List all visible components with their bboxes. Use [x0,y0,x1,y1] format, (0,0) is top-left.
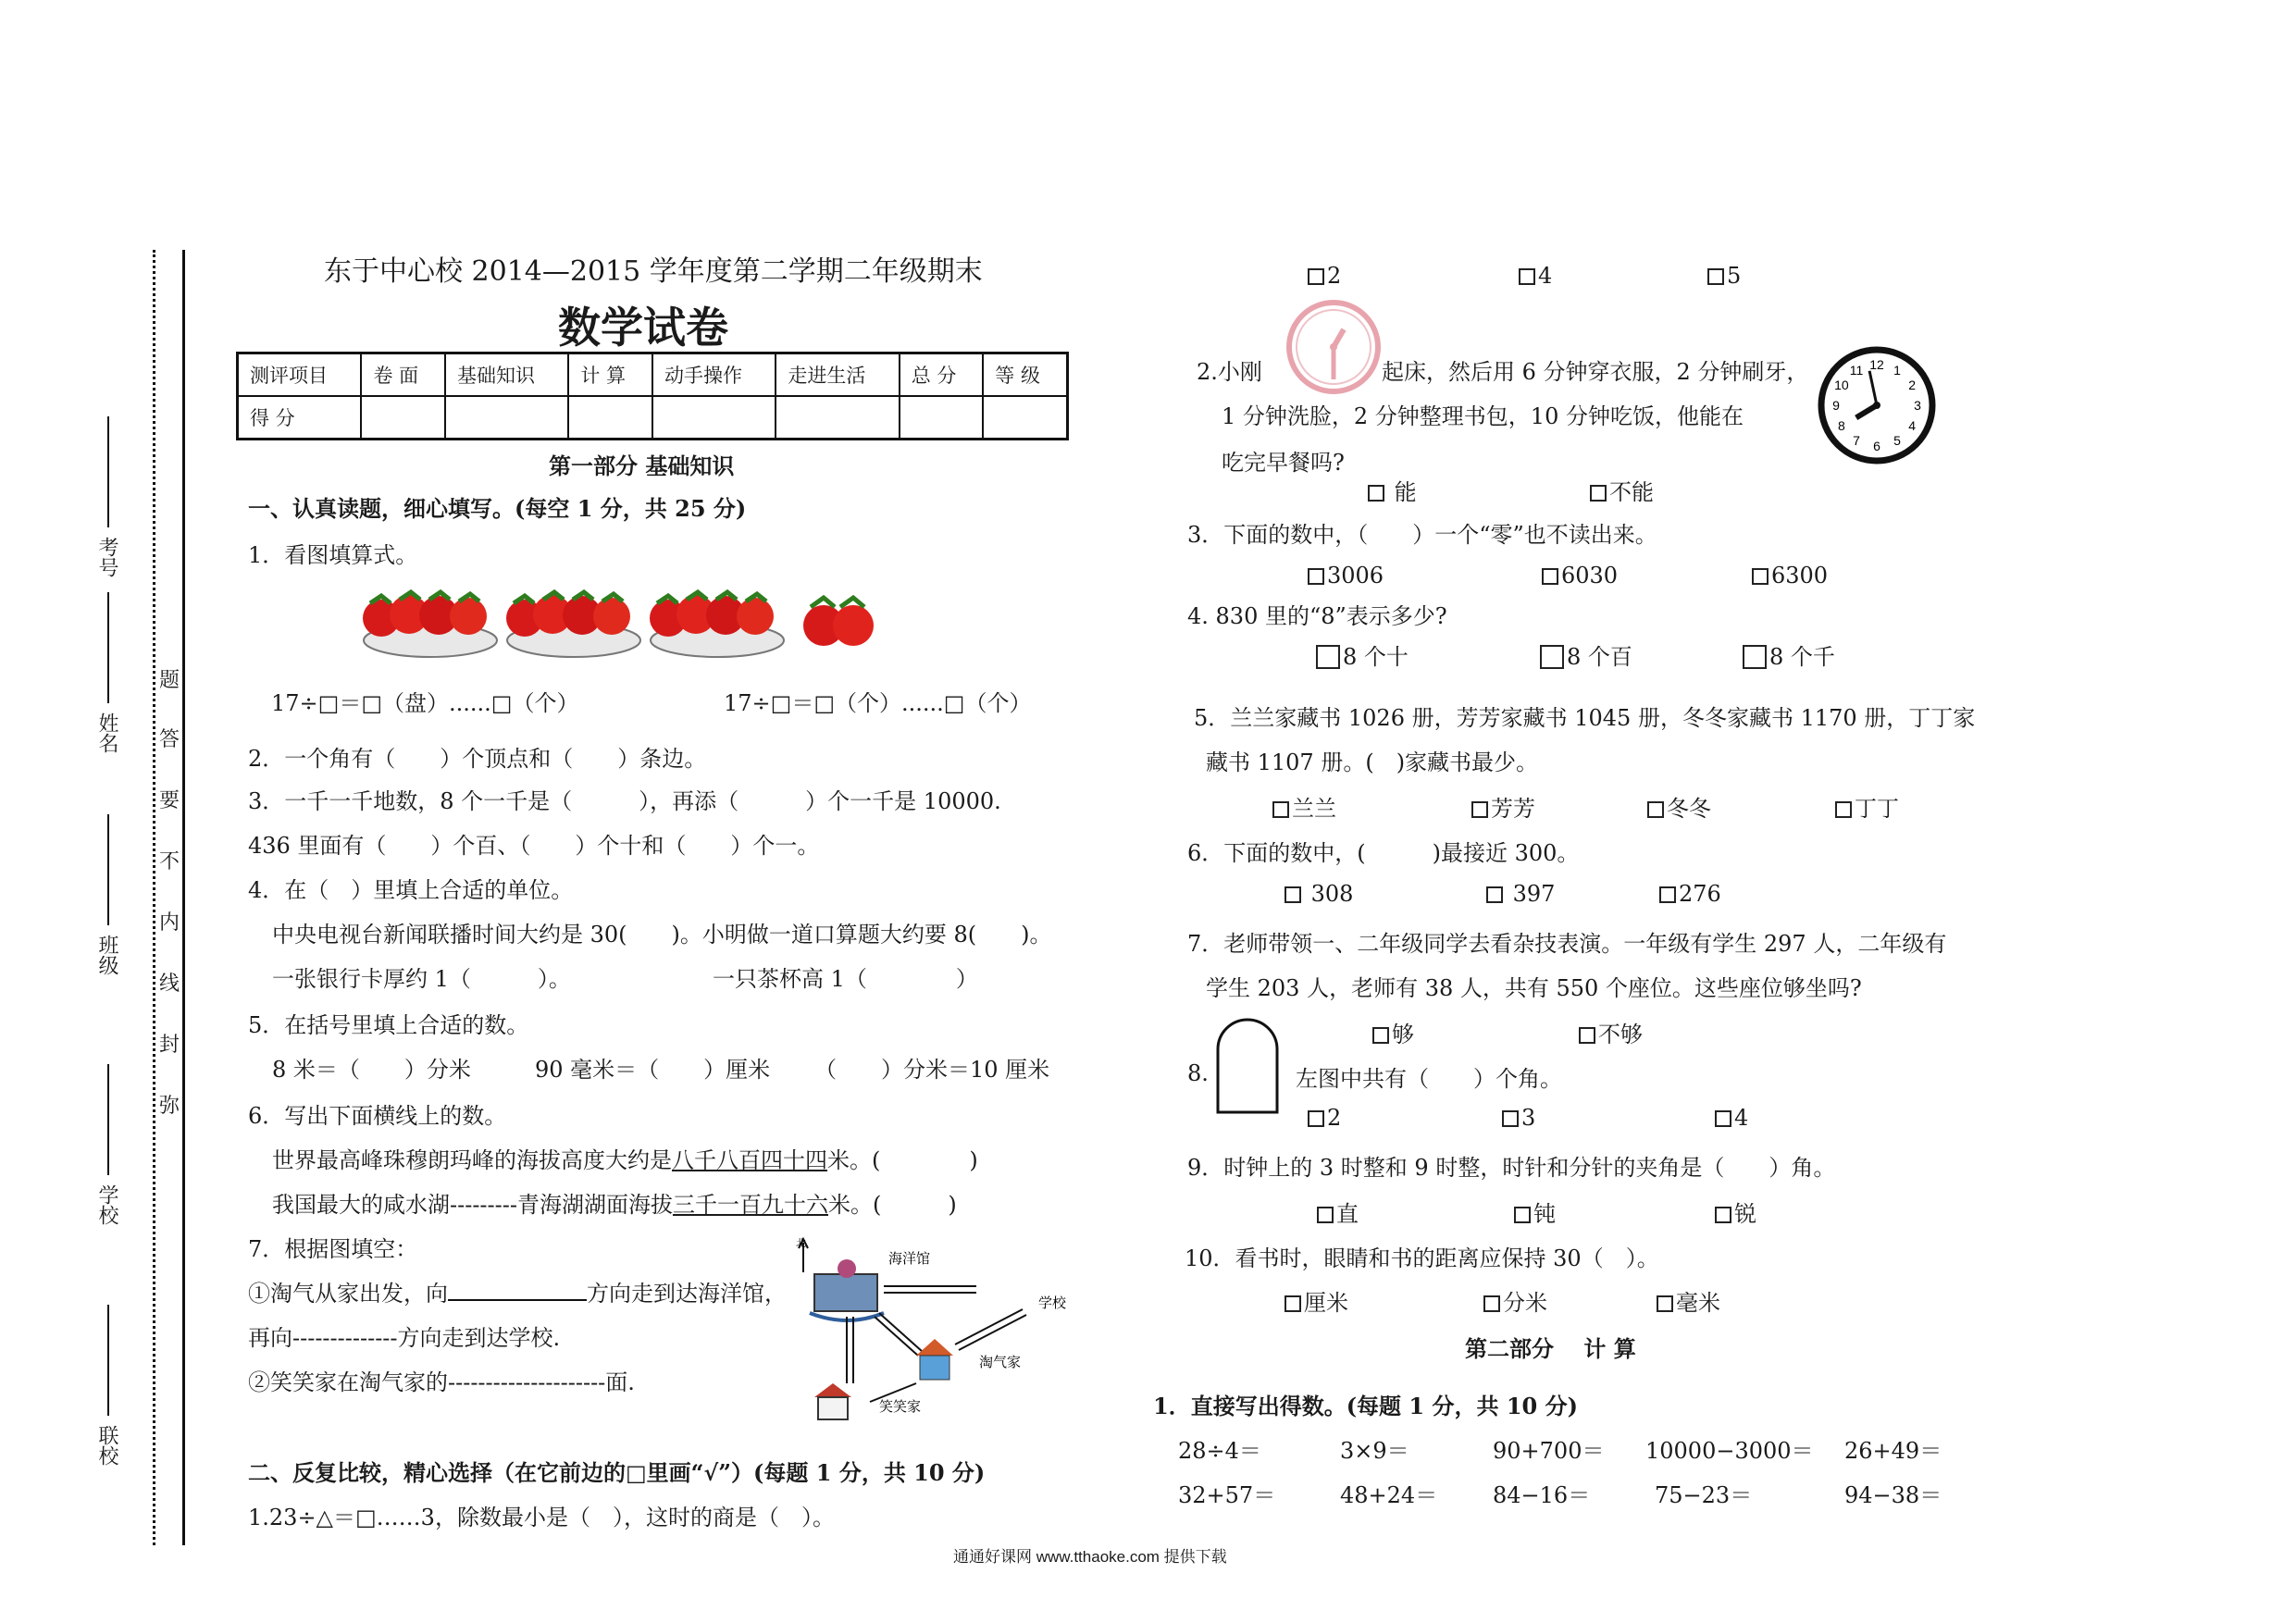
q6b-number: 三千一百九十六 [672,1192,828,1218]
taoqi-house-icon [916,1339,953,1356]
choice-q8-number: 8. [1187,1060,1209,1086]
score-table-cell: 动手操作 [652,353,776,397]
warning-char: 要 [159,789,180,812]
checkbox[interactable] [1272,801,1289,818]
choice-q5-option[interactable] [1471,790,1535,823]
field-line [107,592,111,703]
clock-numeral: 6 [1873,439,1880,453]
field-line [107,416,111,527]
clock-numeral: 3 [1914,398,1921,413]
checkbox[interactable] [1540,645,1564,669]
choice-q10-option[interactable] [1657,1284,1720,1317]
option-label: 397 [1512,881,1556,907]
field-district [93,1305,121,1471]
score-table-header-row [238,353,1068,397]
clock-numeral: 2 [1908,378,1916,392]
choice-q1-option[interactable] [1707,263,1741,289]
score-cell[interactable] [445,396,568,440]
direction-map [796,1235,1101,1430]
field-name [93,592,121,759]
score-table-cell: 等 级 [983,353,1067,397]
option-label: 冬冬 [1667,796,1711,822]
warning-char: 不 [159,850,180,873]
option-label: 不能 [1609,479,1654,505]
q7a-text: ①淘气从家出发，向 [248,1281,448,1307]
choice-q1-option[interactable] [1519,263,1552,289]
score-table-cell: 得 分 [238,396,362,440]
clock-numeral: 9 [1832,398,1840,413]
option-label: 毫米 [1676,1290,1720,1316]
checkbox[interactable] [1471,801,1488,818]
choice-q9-option[interactable] [1317,1196,1359,1228]
question-6b [272,1186,957,1219]
field-line [107,814,111,925]
option-label: 8 个百 [1567,644,1632,670]
score-cell[interactable] [361,396,445,440]
map-label-taoqi: 淘气家 [979,1355,1022,1370]
warning-char: 封 [159,1034,180,1057]
checkbox[interactable] [1502,1110,1519,1127]
question-3a: 3．一千一千地数，8 个一千是（ ），再添（ ）个一千是 10000. [248,788,1001,814]
warning-char: 答 [159,728,180,751]
clock-numeral: 1 [1893,362,1901,378]
field-class [93,814,121,981]
checkbox[interactable] [1372,1027,1389,1044]
option-label: 丁丁 [1855,796,1899,822]
q7a-suffix: 方向走到达海洋馆， [587,1281,787,1307]
choice-q9-option[interactable] [1715,1196,1756,1228]
section1-heading: 一、认真读题，细心填写。(每空 1 分，共 25 分) [248,495,747,522]
question-4c: 一只茶杯高 1（ ） [713,966,978,992]
q6b-text: 我国最大的咸水湖---------青海湖湖面海拔 [272,1192,673,1218]
strawberry-plate-icon [506,592,640,657]
choice-q2-option[interactable] [1368,474,1417,506]
option-label: 8 个千 [1769,644,1835,670]
checkbox[interactable] [1308,1110,1324,1127]
xiaoxiao-house-icon [814,1383,851,1397]
section2-heading: 二、反复比较，精心选择（在它前边的□里画“√”）(每题 1 分，共 10 分) [248,1459,986,1486]
strawberry-icon [803,598,874,646]
q6a-number: 八千八百四十四 [672,1147,827,1173]
map-label-north: 北 [796,1238,806,1249]
checkbox[interactable] [1659,886,1676,903]
clock-numeral: 7 [1853,433,1860,449]
score-cell[interactable] [776,396,899,440]
map-label-ocean: 海洋馆 [888,1251,931,1267]
choice-q3-option[interactable] [1308,563,1384,588]
option-label: 4 [1538,263,1553,289]
choice-q9-option[interactable] [1514,1196,1556,1228]
question-6: 6．写出下面横线上的数。 [248,1103,507,1129]
field-school [93,1064,121,1231]
question-4b: 一张银行卡厚约 1（ ）。 [272,966,571,992]
score-cell[interactable] [568,396,652,440]
part2-heading: 1．直接写出得数。(每题 1 分，共 10 分) [1153,1393,1578,1419]
clock-numeral: 12 [1869,357,1884,372]
question-5b: 90 毫米＝（ ）厘米 [535,1057,771,1083]
choice-q5-option[interactable] [1647,790,1711,823]
clock-numeral: 11 [1849,362,1864,378]
checkbox[interactable] [1316,645,1340,669]
small-clock-icon [1285,298,1383,396]
q7a-blank[interactable] [448,1279,587,1301]
question-6a [272,1142,978,1174]
checkbox[interactable] [1368,485,1384,502]
field-line [107,1305,111,1416]
choice-q4-option[interactable] [1540,638,1632,671]
option-label: 6300 [1771,563,1829,588]
option-label: 6030 [1561,563,1619,588]
arch-shape-figure [1214,1016,1281,1116]
checkbox[interactable] [1707,268,1724,285]
field-label: 学校 [95,1184,118,1225]
strawberry-plates-image [361,583,907,666]
checkbox[interactable] [1486,886,1503,903]
choice-q5-option[interactable] [1272,790,1336,823]
q6a-text: 世界最高峰珠穆朗玛峰的海拔高度大约是 [272,1147,672,1173]
option-label: 钝 [1533,1201,1556,1227]
choice-q1-option[interactable] [1308,263,1341,289]
choice-q9: 9．时钟上的 3 时整和 9 时整，时针和分针的夹角是（ ）角。 [1187,1155,1836,1181]
large-clock-icon [1816,344,1938,466]
exam-title: 数学试卷 [558,303,728,353]
question-5c: （ ）分米＝10 厘米 [814,1057,1050,1083]
warning-char: 线 [159,973,180,996]
checkbox[interactable] [1519,268,1535,285]
option-label: 锐 [1734,1201,1756,1227]
question-4a: 中央电视台新闻联播时间大约是 30( )。小明做一道口算题大约要 8( )。 [272,922,1052,948]
score-table-cell: 卷 面 [361,353,445,397]
part1-title: 第一部分 基础知识 [549,452,735,479]
question-7c: ②笑笑家在淘气家的---------------------面. [248,1369,635,1395]
question-4: 4．在（ ）里填上合适的单位。 [248,877,574,903]
clock-numeral: 10 [1834,378,1849,392]
option-label: 够 [1392,1022,1414,1047]
score-table-cell: 基础知识 [445,353,568,397]
map-label-school: 学校 [1038,1295,1067,1311]
question-2: 2．一个角有（ ）个顶点和（ ）条边。 [248,746,707,772]
checkbox[interactable] [1715,1110,1731,1127]
calc-item: 32+57＝ [1178,1482,1276,1508]
strawberry-plate-icon [363,592,497,657]
option-label: 直 [1336,1201,1359,1227]
option-label: 2 [1327,1105,1342,1131]
option-label: 8 个十 [1343,644,1409,670]
score-table-score-row [238,396,1068,440]
choice-q2-prefix: 2.小刚 [1197,359,1262,385]
checkbox[interactable] [1835,801,1852,818]
question-7: 7．根据图填空： [248,1236,418,1262]
checkbox[interactable] [1590,485,1607,502]
choice-q6-option[interactable] [1285,881,1353,907]
field-label: 联校 [95,1425,118,1466]
choice-q10: 10．看书时，眼睛和书的距离应保持 30（ ）。 [1185,1245,1659,1271]
question-1: 1．看图填算式。 [248,542,418,568]
q1-formula-a: 17÷□＝□（盘）......□（个） [271,690,579,716]
calc-item: 94−38＝ [1844,1482,1942,1508]
choice-q2-line3: 吃完早餐吗? [1222,450,1345,476]
checkbox[interactable] [1752,568,1769,585]
choice-q3-option[interactable] [1542,563,1618,588]
choice-q3-option[interactable] [1752,563,1828,588]
checkbox[interactable] [1308,268,1324,285]
footer-credit: 通通好课网 www.tthaoke.com 提供下载 [953,1548,1227,1566]
ocean-hall-icon [814,1274,877,1311]
option-label: 3 [1521,1105,1536,1131]
checkbox[interactable] [1743,645,1767,669]
choice-q3: 3．下面的数中，（ ）一个“零”也不读出来。 [1187,522,1657,548]
score-cell[interactable] [983,396,1067,440]
part2-title: 第二部分 计 算 [1465,1335,1636,1362]
option-label: 芳芳 [1491,796,1535,822]
school-line: 东于中心校 2014—2015 学年度第二学期二年级期末 [324,255,983,288]
checkbox[interactable] [1285,1295,1301,1312]
choice-q2-text: 起床，然后用 6 分钟穿衣服，2 分钟刷牙， [1382,359,1809,385]
question-7b: 再向--------------方向走到达学校. [248,1325,561,1351]
warning-char: 内 [159,911,180,935]
calc-item: 48+24＝ [1340,1482,1438,1508]
option-label: 2 [1327,263,1342,289]
score-table-cell: 总 分 [900,353,984,397]
choice-q8-option[interactable] [1308,1105,1341,1131]
option-label: 4 [1734,1105,1749,1131]
calc-item: 3×9＝ [1340,1438,1409,1464]
checkbox[interactable] [1715,1207,1731,1223]
choice-q4: 4. 830 里的“8”表示多少? [1187,603,1447,629]
question-7a [248,1275,787,1307]
option-label: 兰兰 [1292,796,1336,822]
choice-q2-line2: 1 分钟洗脸，2 分钟整理书包，10 分钟吃饭，他能在 [1222,403,1744,429]
option-label: 308 [1310,881,1354,907]
checkbox[interactable] [1579,1027,1595,1044]
choice-q7a: 7．老师带领一、二年级同学去看杂技表演。一年级有学生 297 人，二年级有 [1187,931,1947,957]
calc-item: 75−23＝ [1655,1482,1753,1508]
field-line [107,1064,111,1175]
choice-q1: 1.23÷△＝□……3，除数最小是（ ），这时的商是（ ）。 [248,1505,835,1530]
map-label-xiaoxiao: 笑笑家 [879,1399,922,1415]
calc-item: 84−16＝ [1493,1482,1591,1508]
warning-char: 题 [159,669,180,692]
score-cell[interactable] [900,396,984,440]
binding-solid-line [182,250,185,1545]
option-label: 5 [1727,263,1742,289]
option-label: 分米 [1503,1290,1547,1316]
field-exam-number [93,416,121,583]
score-table [236,352,1069,440]
choice-q8-option[interactable] [1715,1105,1748,1131]
calc-item: 10000−3000＝ [1645,1438,1814,1464]
score-cell[interactable] [652,396,776,440]
field-label: 班级 [95,935,118,975]
choice-q4-option[interactable] [1743,638,1835,671]
calc-item: 28÷4＝ [1178,1438,1261,1464]
strawberry-plate-icon [650,592,784,657]
field-label: 考号 [95,537,118,577]
score-table-cell: 测评项目 [238,353,362,397]
choice-q4-option[interactable] [1316,638,1409,671]
question-5: 5．在括号里填上合适的数。 [248,1012,529,1038]
choice-q5-option[interactable] [1835,790,1899,823]
checkbox[interactable] [1514,1207,1531,1223]
question-5a: 8 米＝（ ）分米 [272,1057,471,1083]
calc-item: 26+49＝ [1844,1438,1942,1464]
choice-q7b: 学生 203 人，老师有 38 人，共有 550 个座位。这些座位够坐吗? [1206,975,1862,1001]
option-label: 不够 [1598,1022,1643,1047]
choice-q8-option[interactable] [1502,1105,1535,1131]
checkbox[interactable] [1308,568,1324,585]
clock-numeral: 8 [1838,418,1845,433]
clock-numeral: 5 [1893,433,1901,449]
score-table-cell: 计 算 [568,353,652,397]
checkbox[interactable] [1542,568,1558,585]
choice-q6-option[interactable] [1659,881,1721,907]
option-label: 3006 [1327,563,1384,588]
clock-numeral: 4 [1908,418,1916,433]
choice-q5a: 5．兰兰家藏书 1026 册，芳芳家藏书 1045 册，冬冬家藏书 1170 册，丁丁家 [1194,705,1976,731]
warning-char: 弥 [159,1095,180,1118]
q6b-suffix: 米。( ) [827,1192,957,1218]
q1-formula-b: 17÷□＝□（个）......□（个） [724,690,1032,716]
binding-dotted-line [153,250,155,1545]
choice-q8: 左图中共有（ ）个角。 [1296,1066,1562,1092]
option-label: 能 [1394,479,1417,505]
option-label: 276 [1679,881,1721,907]
calc-item: 90+700＝ [1493,1438,1605,1464]
choice-q2-option[interactable] [1590,474,1654,506]
choice-q7-option[interactable] [1579,1016,1643,1048]
choice-q7-option[interactable] [1372,1016,1414,1048]
choice-q6: 6．下面的数中，( )最接近 300。 [1187,840,1580,866]
checkbox[interactable] [1657,1295,1673,1312]
q6a-suffix: 米。( ) [827,1147,978,1173]
choice-q6-option[interactable] [1486,881,1555,907]
field-label: 姓名 [95,712,118,753]
question-3b: 436 里面有（ ）个百、（ ）个十和（ ）个一。 [248,833,820,859]
choice-q10-option[interactable] [1483,1284,1547,1317]
checkbox[interactable] [1647,801,1664,818]
score-table-cell: 走进生活 [776,353,899,397]
option-label: 厘米 [1304,1290,1348,1316]
choice-q10-option[interactable] [1285,1284,1348,1317]
checkbox[interactable] [1285,886,1301,903]
checkbox[interactable] [1483,1295,1500,1312]
choice-q5b: 藏书 1107 册。( )家藏书最少。 [1206,750,1539,775]
checkbox[interactable] [1317,1207,1334,1223]
